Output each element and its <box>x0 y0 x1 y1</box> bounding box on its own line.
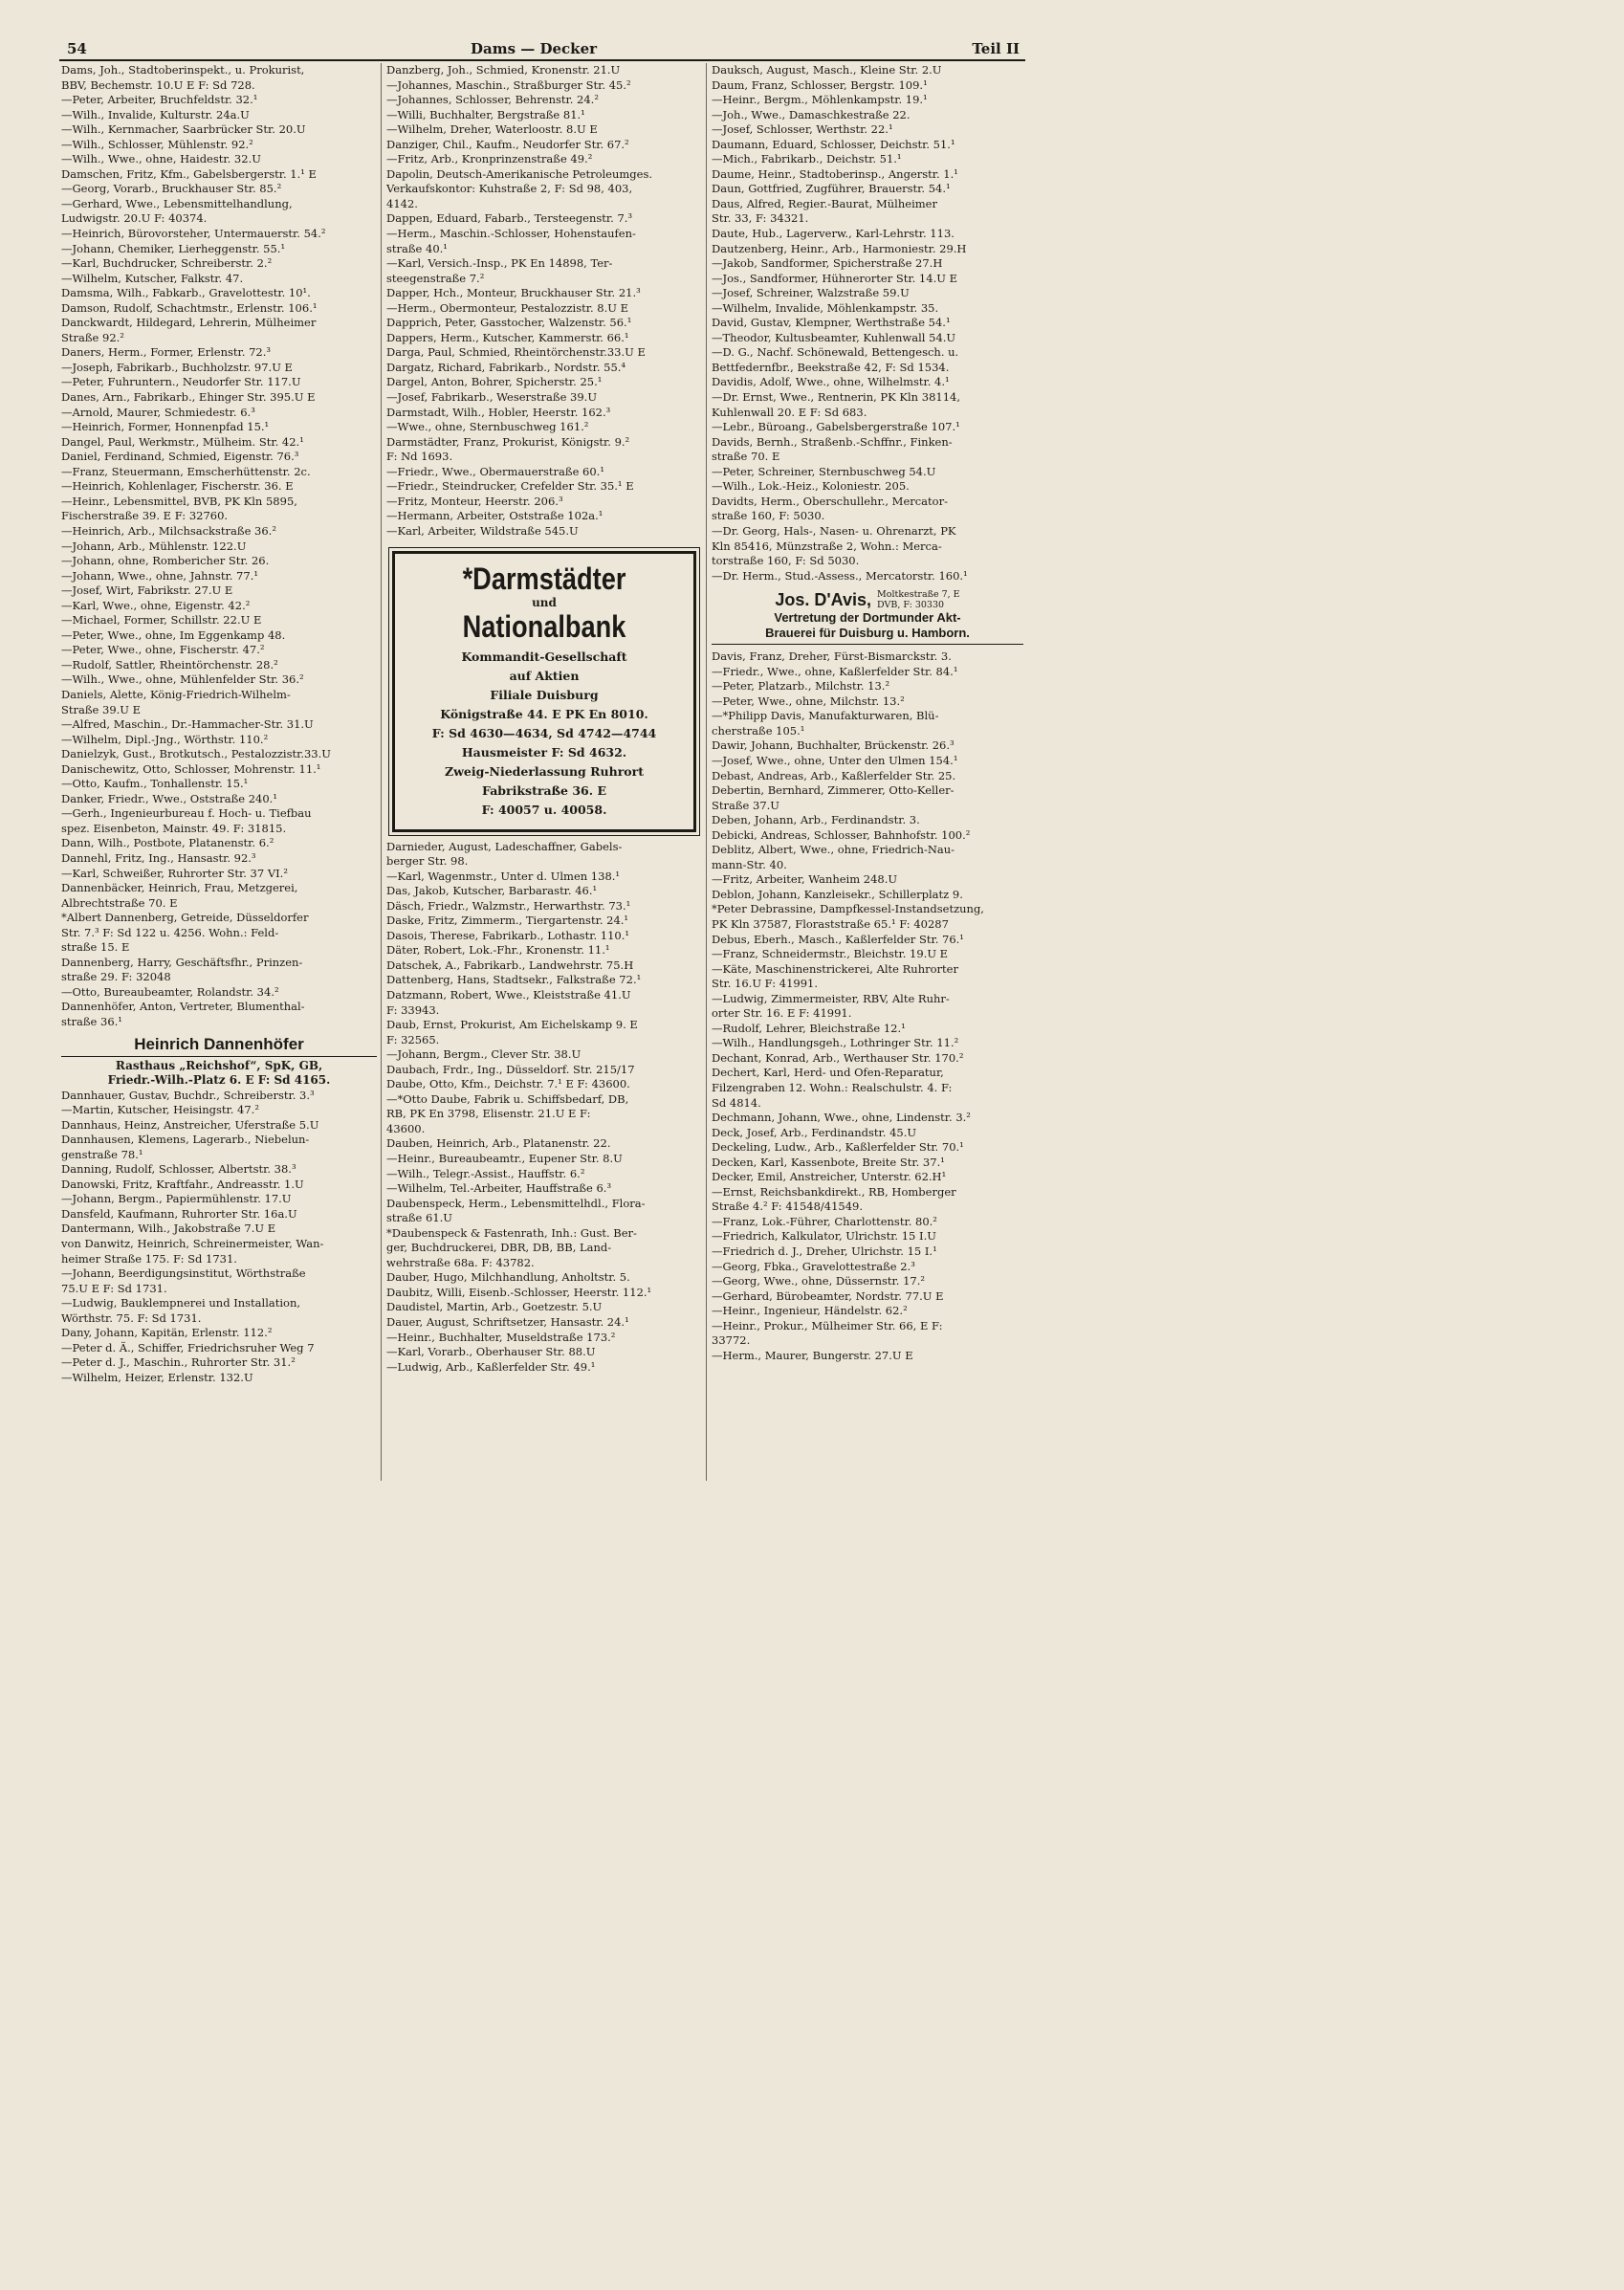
directory-entry: Dappen, Eduard, Fabarb., Tersteegenstr. 7.³ <box>386 211 633 226</box>
directory-entry: —Wilh., Handlungsgeh., Lothringer Str. 11.² <box>712 1036 959 1050</box>
directory-entry: —*Otto Daube, Fabrik u. Schiffsbedarf, DB, <box>386 1091 629 1106</box>
directory-entry: Dappers, Herm., Kutscher, Kammerstr. 66.¹ <box>386 330 629 344</box>
column-divider <box>706 63 707 1481</box>
directory-entry: Dauber, Hugo, Milchhandlung, Anholtstr. 5. <box>386 1270 630 1285</box>
ad-line: Rasthaus „Reichshof“, SpK, GB, <box>61 1056 377 1074</box>
directory-entry: —Mich., Fabrikarb., Deichstr. 51.¹ <box>712 152 902 166</box>
directory-entry: Dannhauer, Gustav, Buchdr., Schreiberstr. 3.³ <box>61 1088 315 1102</box>
directory-entry: spez. Eisenbeton, Mainstr. 49. F: 31815. <box>61 821 287 835</box>
directory-entry: straße 160, F: 5030. <box>712 509 825 523</box>
column-3 <box>712 63 1023 1481</box>
directory-page <box>59 36 1025 1481</box>
directory-entry: Dams, Joh., Stadtoberinspekt., u. Prokurist, <box>61 63 305 77</box>
directory-entry: —Josef, Schreiner, Walzstraße 59.U <box>712 286 910 300</box>
directory-entry: —Fritz, Arbeiter, Wanheim 248.U <box>712 872 898 887</box>
directory-entry: Däter, Robert, Lok.-Fhr., Kronenstr. 11.¹ <box>386 943 610 958</box>
directory-entry: —*Philipp Davis, Manufakturwaren, Blü- <box>712 709 939 723</box>
directory-entry: —Herm., Maurer, Bungerstr. 27.U E <box>712 1348 913 1362</box>
directory-entry: —Georg, Wwe., ohne, Düssernstr. 17.² <box>712 1274 925 1288</box>
directory-entry: orter Str. 16. E F: 41991. <box>712 1006 852 1021</box>
directory-entry: Dauben, Heinrich, Arb., Platanenstr. 22. <box>386 1136 611 1151</box>
directory-entry: —Rudolf, Sattler, Rheintörchenstr. 28.² <box>61 657 278 672</box>
directory-entry: —Willi, Buchhalter, Bergstraße 81.¹ <box>386 107 585 121</box>
directory-entry: Straße 4.² F: 41548/41549. <box>712 1200 864 1214</box>
directory-entry: berger Str. 98. <box>386 854 469 869</box>
directory-entry: Danning, Rudolf, Schlosser, Albertstr. 38.³ <box>61 1162 296 1177</box>
bank-line: F: Sd 4630—4634, Sd 4742—4744 <box>431 725 657 740</box>
directory-entry: —Wilhelm, Dreher, Waterloostr. 8.U E <box>386 122 598 137</box>
directory-entry: —Arnold, Maurer, Schmiedestr. 6.³ <box>61 405 255 419</box>
directory-entry: Dannehl, Fritz, Ing., Hansastr. 92.³ <box>61 850 256 865</box>
directory-entry: Dapolin, Deutsch-Amerikanische Petroleumges. <box>386 166 653 181</box>
directory-entry: Filzengraben 12. Wohn.: Realschulstr. 4. F: <box>712 1081 953 1094</box>
directory-entry: —Johann, Wwe., ohne, Jahnstr. 77.¹ <box>61 568 258 583</box>
directory-entry: —Johann, Beerdigungsinstitut, Wörthstraße <box>61 1266 306 1281</box>
directory-entry: Dauer, August, Schriftsetzer, Hansastr. 24.¹ <box>386 1315 629 1329</box>
directory-entry: Dechmann, Johann, Wwe., ohne, Lindenstr. 3.² <box>712 1111 971 1125</box>
directory-entry: Damsma, Wilh., Fabkarb., Gravelottestr. 10¹. <box>61 286 311 300</box>
directory-entry: straße 15. E <box>61 940 130 955</box>
directory-entry: Daun, Gottfried, Zugführer, Brauerstr. 54.¹ <box>712 182 951 196</box>
directory-entry: —Dr. Georg, Hals-, Nasen- u. Ohrenarzt, PK <box>712 523 956 538</box>
directory-entry: Danker, Friedr., Wwe., Oststraße 240.¹ <box>61 791 277 805</box>
directory-entry: —Wilh., Schlosser, Mühlenstr. 92.² <box>61 137 253 151</box>
directory-entry: F: 32565. <box>386 1032 440 1046</box>
directory-entry: Danischewitz, Otto, Schlosser, Mohrenstr. 11.¹ <box>61 761 321 776</box>
directory-entry: Dapper, Hch., Monteur, Bruckhauser Str. 21.³ <box>386 286 641 300</box>
directory-entry: *Peter Debrassine, Dampfkessel-Instandsetzung, <box>712 902 984 916</box>
directory-entry: steegenstraße 7.² <box>386 271 485 285</box>
directory-entry: —Franz, Lok.-Führer, Charlottenstr. 80.² <box>712 1214 937 1228</box>
directory-entry: —Dr. Herm., Stud.-Assess., Mercatorstr. 160.¹ <box>712 568 968 583</box>
directory-entry: Dannenbäcker, Heinrich, Frau, Metzgerei, <box>61 881 298 895</box>
directory-entry: —Heinr., Ingenieur, Händelstr. 62.² <box>712 1304 908 1318</box>
directory-entry: —Wilh., Lok.-Heiz., Koloniestr. 205. <box>712 479 910 494</box>
directory-entry: —Georg, Vorarb., Bruckhauser Str. 85.² <box>61 182 282 196</box>
directory-entry: —Heinrich, Arb., Milchsackstraße 36.² <box>61 523 276 538</box>
directory-entry: straße 40.¹ <box>386 241 448 255</box>
directory-entry: —Johann, Arb., Mühlenstr. 122.U <box>61 539 247 553</box>
directory-entry: —Friedr., Wwe., ohne, Kaßlerfelder Str. 84.¹ <box>712 664 958 678</box>
directory-entry: Dany, Johann, Kapitän, Erlenstr. 112.² <box>61 1326 273 1340</box>
directory-entry: —Otto, Bureaubeamter, Rolandstr. 34.² <box>61 984 279 999</box>
directory-entry: —Franz, Steuermann, Emscherhüttenstr. 2c. <box>61 464 311 478</box>
directory-entry: —Karl, Vorarb., Oberhauser Str. 88.U <box>386 1345 596 1359</box>
directory-entry: Dechert, Karl, Herd- und Ofen-Reparatur, <box>712 1066 944 1080</box>
directory-entry: Daners, Herm., Former, Erlenstr. 72.³ <box>61 345 271 360</box>
bank-advertisement <box>392 551 696 832</box>
directory-entry: —Jakob, Sandformer, Spicherstraße 27.H <box>712 256 943 271</box>
directory-entry: Bettfedernfbr., Beekstraße 42, F: Sd 1534. <box>712 360 950 374</box>
ad-heading <box>712 589 1023 610</box>
directory-entry: Daniel, Ferdinand, Schmied, Eigenstr. 76.³ <box>61 450 299 464</box>
directory-entry: —Josef, Schlosser, Werthstr. 22.¹ <box>712 122 893 137</box>
directory-entry: —Johann, Bergm., Papiermühlenstr. 17.U <box>61 1192 292 1206</box>
directory-entry: Damson, Rudolf, Schachtmstr., Erlenstr. 106.¹ <box>61 300 318 315</box>
directory-entry: Daube, Otto, Kfm., Deichstr. 7.¹ E F: 43600. <box>386 1077 630 1091</box>
bank-line: Hausmeister F: Sd 4632. <box>461 744 627 760</box>
page-number: 54 <box>67 40 87 57</box>
directory-entry: BBV, Bechemstr. 10.U E F: Sd 728. <box>61 77 255 92</box>
directory-entry: Wörthstr. 75. F: Sd 1731. <box>61 1310 202 1325</box>
directory-entry: —Dr. Ernst, Wwe., Rentnerin, PK Kln 38114, <box>712 390 960 405</box>
directory-entry: Daniels, Alette, König-Friedrich-Wilhelm- <box>61 687 291 701</box>
directory-entry: —Peter d. Ä., Schiffer, Friedrichsruher Weg 7 <box>61 1340 315 1354</box>
directory-entry: Danzberg, Joh., Schmied, Kronenstr. 21.U <box>386 63 621 77</box>
ad-line: Brauerei für Duisburg u. Hamborn. <box>712 626 1023 645</box>
directory-entry: Dannhausen, Klemens, Lagerarb., Niebelun- <box>61 1133 310 1147</box>
ad-name: Jos. D'Avis, <box>775 589 872 609</box>
directory-entry: Dannhaus, Heinz, Anstreicher, Uferstraße 5.U <box>61 1117 319 1132</box>
directory-entry: Decken, Karl, Kassenbote, Breite Str. 37.¹ <box>712 1155 945 1169</box>
directory-entry: Dapprich, Peter, Gasstocher, Walzenstr. 56.¹ <box>386 316 632 330</box>
dannenhoefer-ad <box>61 1034 377 1089</box>
directory-entry: Datschek, A., Fabrikarb., Landwehrstr. 75.H <box>386 958 634 972</box>
directory-entry: —Wilhelm, Kutscher, Falkstr. 47. <box>61 271 244 285</box>
directory-entry: —Wilhelm, Tel.-Arbeiter, Hauffstraße 6.³ <box>386 1181 612 1196</box>
directory-entry: —Peter, Wwe., ohne, Im Eggenkamp 48. <box>61 628 286 642</box>
davis-ad <box>712 589 1023 645</box>
ad-address-line: Moltkestraße 7, E <box>877 589 960 601</box>
directory-entry: —Friedr., Steindrucker, Crefelder Str. 35.¹ E <box>386 479 634 494</box>
column-divider <box>381 63 382 1481</box>
directory-entry: David, Gustav, Klempner, Werthstraße 54.¹ <box>712 316 951 330</box>
directory-entry: Daus, Alfred, Regier.-Baurat, Mülheimer <box>712 196 937 210</box>
directory-entry: Däsch, Friedr., Walzmstr., Herwarthstr. 73.¹ <box>386 898 631 913</box>
directory-entry: genstraße 78.¹ <box>61 1147 143 1161</box>
bank-line: Fabrikstraße 36. E <box>482 782 606 798</box>
directory-entry: Daubitz, Willi, Eisenb.-Schlosser, Heerstr. 112.¹ <box>386 1285 652 1299</box>
column-2 <box>386 63 702 1481</box>
bank-line: Königstraße 44. E PK En 8010. <box>440 706 648 721</box>
directory-entry: Dasois, Therese, Fabrikarb., Lothastr. 110.¹ <box>386 928 629 942</box>
directory-entry: —Peter, Wwe., ohne, Fischerstr. 47.² <box>61 643 265 657</box>
entries-block <box>712 650 1023 1363</box>
directory-entry: RB, PK En 3798, Elisenstr. 21.U E F: <box>386 1107 591 1121</box>
directory-entry: —Ernst, Reichsbankdirekt., RB, Homberger <box>712 1184 956 1199</box>
directory-entry: Daum, Franz, Schlosser, Bergstr. 109.¹ <box>712 77 928 92</box>
directory-entry: —Peter, Platzarb., Milchstr. 13.² <box>712 679 890 694</box>
directory-entry: —Franz, Schneidermstr., Bleichstr. 19.U E <box>712 947 949 961</box>
directory-entry: Debast, Andreas, Arb., Kaßlerfelder Str. 25. <box>712 768 956 782</box>
directory-entry: Straße 39.U E <box>61 702 142 716</box>
directory-entry: Deben, Johann, Arb., Ferdinandstr. 3. <box>712 813 920 827</box>
directory-entry: —Lebr., Büroang., Gabelsbergerstraße 107.¹ <box>712 420 960 434</box>
directory-entry: Davidts, Herm., Oberschullehr., Mercator- <box>712 494 948 508</box>
directory-entry: cherstraße 105.¹ <box>712 723 805 738</box>
directory-entry: Daumann, Eduard, Schlosser, Deichstr. 51.¹ <box>712 137 955 151</box>
directory-entry: —Josef, Wwe., ohne, Unter den Ulmen 154.¹ <box>712 753 958 767</box>
directory-entry: Fischerstraße 39. E F: 32760. <box>61 509 229 523</box>
directory-entry: —Theodor, Kultusbeamter, Kuhlenwall 54.U <box>712 330 956 344</box>
directory-entry: —Wilh., Wwe., ohne, Mühlenfelder Str. 36.² <box>61 672 304 687</box>
columns <box>59 63 1025 1481</box>
directory-entry: Danes, Arn., Fabrikarb., Ehinger Str. 395.U E <box>61 390 316 405</box>
directory-entry: —Rudolf, Lehrer, Bleichstraße 12.¹ <box>712 1021 906 1035</box>
directory-entry: —Heinr., Bergm., Möhlenkampstr. 19.¹ <box>712 93 928 107</box>
bank-line: Zweig-Niederlassung Ruhrort <box>445 763 644 779</box>
ad-address-line: DVB, F: 30330 <box>877 600 945 611</box>
directory-entry: 33772. <box>712 1333 751 1348</box>
directory-entry: —Peter, Schreiner, Sternbuschweg 54.U <box>712 464 936 478</box>
directory-entry: —Georg, Fbka., Gravelottestraße 2.³ <box>712 1259 915 1273</box>
directory-entry: —Käte, Maschinenstrickerei, Alte Ruhrorter <box>712 961 958 976</box>
directory-entry: Daudistel, Martin, Arb., Goetzestr. 5.U <box>386 1300 603 1314</box>
directory-entry: Debus, Eberh., Masch., Kaßlerfelder Str. 76.¹ <box>712 932 964 946</box>
directory-entry: Dautzenberg, Heinr., Arb., Harmoniestr. 29.H <box>712 241 967 255</box>
directory-entry: Debicki, Andreas, Schlosser, Bahnhofstr. 100.² <box>712 827 971 842</box>
directory-entry: Deck, Josef, Arb., Ferdinandstr. 45.U <box>712 1125 917 1139</box>
directory-entry: straße 70. E <box>712 450 780 464</box>
directory-entry: Deblitz, Albert, Wwe., ohne, Friedrich-Nau- <box>712 843 955 857</box>
directory-entry: Decker, Emil, Anstreicher, Unterstr. 62.H¹ <box>712 1170 947 1184</box>
directory-entry: —Wilhelm, Invalide, Möhlenkampstr. 35. <box>712 300 939 315</box>
directory-entry: Dechant, Konrad, Arb., Werthauser Str. 170.² <box>712 1050 964 1065</box>
directory-entry: —Friedrich, Kalkulator, Ulrichstr. 15 I.U <box>712 1229 936 1244</box>
directory-entry: Dangel, Paul, Werkmstr., Mülheim. Str. 42.¹ <box>61 434 304 449</box>
directory-entry: *Albert Dannenberg, Getreide, Düsseldorfer <box>61 911 309 925</box>
directory-entry: —Heinr., Prokur., Mülheimer Str. 66, E F: <box>712 1318 943 1332</box>
page-header <box>59 36 1025 61</box>
directory-entry: —Friedrich d. J., Dreher, Ulrichstr. 15 I.¹ <box>712 1244 937 1259</box>
directory-entry: —Heinrich, Bürovorsteher, Untermauerstr. 54.² <box>61 227 326 241</box>
directory-entry: Darmstadt, Wilh., Hobler, Heerstr. 162.³ <box>386 405 611 419</box>
directory-entry: wehrstraße 68a. F: 43782. <box>386 1255 535 1269</box>
directory-entry: straße 36.¹ <box>61 1015 122 1028</box>
directory-entry: 43600. <box>386 1121 426 1135</box>
directory-entry: Verkaufskontor: Kuhstraße 2, F: Sd 98, 403, <box>386 182 633 196</box>
directory-entry: Dantermann, Wilh., Jakobstraße 7.U E <box>61 1222 276 1236</box>
directory-entry: —Gerh., Ingenieurbureau f. Hoch- u. Tiefbau <box>61 806 312 821</box>
directory-entry: von Danwitz, Heinrich, Schreinermeister, Wan- <box>61 1237 324 1251</box>
directory-entry: Deblon, Johann, Kanzleisekr., Schillerplatz 9. <box>712 887 963 901</box>
directory-entry: Kuhlenwall 20. E F: Sd 683. <box>712 405 867 419</box>
directory-entry: Dattenberg, Hans, Stadtsekr., Falkstraße 72.¹ <box>386 973 642 987</box>
directory-entry: —Heinr., Buchhalter, Museldstraße 173.² <box>386 1330 616 1344</box>
directory-entry: —Ludwig, Bauklempnerei und Installation, <box>61 1296 301 1310</box>
directory-entry: —Gerhard, Wwe., Lebensmittelhandlung, <box>61 196 293 210</box>
entries-block <box>386 63 702 539</box>
directory-entry: Straße 37.U <box>712 798 779 812</box>
bank-conjunction: und <box>532 595 557 609</box>
directory-entry: —Peter, Arbeiter, Bruchfeldstr. 32.¹ <box>61 93 258 107</box>
directory-entry: Danielzyk, Gust., Brotkutsch., Pestalozzistr.33.U <box>61 747 331 761</box>
ad-line: Friedr.-Wilh.-Platz 6. E F: Sd 4165. <box>107 1073 331 1088</box>
directory-entry: Dannenberg, Harry, Geschäftsfhr., Prinzen- <box>61 955 303 969</box>
directory-entry: —Joseph, Fabrikarb., Buchholzstr. 97.U E <box>61 360 293 374</box>
directory-entry: mann-Str. 40. <box>712 857 787 871</box>
directory-entry: —Jos., Sandformer, Hühnerorter Str. 14.U E <box>712 271 957 285</box>
directory-entry: Dargel, Anton, Bohrer, Spicherstr. 25.¹ <box>386 375 603 389</box>
directory-entry: Davidis, Adolf, Wwe., ohne, Wilhelmstr. 4.¹ <box>712 375 950 389</box>
directory-entry: Darga, Paul, Schmied, Rheintörchenstr.33.U E <box>386 345 646 360</box>
directory-entry: Str. 16.U F: 41991. <box>712 977 819 991</box>
directory-entry: Danowski, Fritz, Kraftfahr., Andreasstr. 1.U <box>61 1177 304 1191</box>
directory-entry: —Herm., Maschin.-Schlosser, Hohenstaufen- <box>386 227 636 241</box>
bank-line: Kommandit-Gesellschaft <box>461 649 627 664</box>
directory-entry: Davids, Bernh., Straßenb.-Schffnr., Finken- <box>712 434 953 449</box>
ad-address <box>877 589 960 610</box>
directory-entry: Darnieder, August, Ladeschaffner, Gabels- <box>386 839 623 853</box>
directory-entry: —Herm., Obermonteur, Pestalozzistr. 8.U E <box>386 300 628 315</box>
directory-entry: Dannenhöfer, Anton, Vertreter, Blumenthal- <box>61 1000 305 1014</box>
directory-entry: Ludwigstr. 20.U F: 40374. <box>61 211 208 226</box>
directory-entry: Danckwardt, Hildegard, Lehrerin, Mülheimer <box>61 316 317 330</box>
directory-entry: —Joh., Wwe., Damaschkestraße 22. <box>712 107 911 121</box>
directory-entry: Dargatz, Richard, Fabrikarb., Nordstr. 55.⁴ <box>386 360 626 374</box>
directory-entry: —Wilhelm, Heizer, Erlenstr. 132.U <box>61 1370 253 1384</box>
ad-name: Heinrich Dannenhöfer <box>134 1034 304 1053</box>
directory-entry: —Martin, Kutscher, Heisingstr. 47.² <box>61 1103 259 1117</box>
directory-entry: —Johann, Chemiker, Lierheggenstr. 55.¹ <box>61 241 286 255</box>
directory-entry: heimer Straße 175. F: Sd 1731. <box>61 1251 237 1266</box>
directory-entry: Dansfeld, Kaufmann, Ruhrorter Str. 16a.U <box>61 1206 297 1221</box>
directory-entry: —Wwe., ohne, Sternbuschweg 161.² <box>386 420 589 434</box>
directory-entry: —Ludwig, Zimmermeister, RBV, Alte Ruhr- <box>712 991 950 1005</box>
directory-entry: —Heinrich, Former, Honnenpfad 15.¹ <box>61 420 270 434</box>
directory-entry: straße 29. F: 32048 <box>61 970 171 984</box>
entries-block <box>61 63 377 1030</box>
directory-entry: —Heinr., Bureaubeamtr., Eupener Str. 8.U <box>386 1151 623 1165</box>
ad-line: Vertretung der Dortmunder Akt- <box>774 610 961 626</box>
directory-entry: —Johann, Bergm., Clever Str. 38.U <box>386 1047 582 1062</box>
directory-entry: Str. 7.³ F: Sd 122 u. 4256. Wohn.: Feld- <box>61 925 279 939</box>
directory-entry: Str. 33, F: 34321. <box>712 211 809 226</box>
directory-entry: —Ludwig, Arb., Kaßlerfelder Str. 49.¹ <box>386 1359 596 1374</box>
directory-entry: 4142. <box>386 196 418 210</box>
directory-entry: Daubenspeck, Herm., Lebensmittelhdl., Flora- <box>386 1196 646 1210</box>
directory-entry: PK Kln 37587, Floraststraße 65.¹ F: 40287 <box>712 916 949 931</box>
directory-entry: —Johann, ohne, Rombericher Str. 26. <box>61 554 270 568</box>
directory-entry: F: Nd 1693. <box>386 450 453 464</box>
directory-entry: Dawir, Johann, Buchhalter, Brückenstr. 26.³ <box>712 738 955 753</box>
bank-title: Nationalbank <box>462 608 626 644</box>
directory-entry: Deckeling, Ludw., Arb., Kaßlerfelder Str. 70.¹ <box>712 1140 964 1155</box>
directory-entry: —Wilh., Invalide, Kulturstr. 24a.U <box>61 107 250 121</box>
directory-entry: —Heinr., Lebensmittel, BVB, PK Kln 5895, <box>61 494 297 508</box>
directory-entry: Damschen, Fritz, Kfm., Gabelsbergerstr. 1.¹ E <box>61 166 317 181</box>
directory-entry: Daume, Heinr., Stadtoberinsp., Angerstr. 1.¹ <box>712 166 958 181</box>
bank-line: auf Aktien <box>509 668 580 683</box>
directory-entry: —Peter d. J., Maschin., Ruhrorter Str. 31.² <box>61 1355 296 1370</box>
directory-entry: —Wilhelm, Dipl.-Jng., Wörthstr. 110.² <box>61 732 269 746</box>
directory-entry: —D. G., Nachf. Schönewald, Bettengesch. u. <box>712 345 959 360</box>
directory-entry: —Friedr., Wwe., Obermauerstraße 60.¹ <box>386 464 604 478</box>
directory-entry: 75.U E F: Sd 1731. <box>61 1281 167 1295</box>
directory-entry: —Josef, Wirt, Fabrikstr. 27.U E <box>61 584 233 598</box>
directory-entry: —Karl, Versich.-Insp., PK En 14898, Ter- <box>386 256 613 271</box>
column-1 <box>61 63 377 1481</box>
entries-block <box>61 1089 377 1386</box>
directory-entry: Daske, Fritz, Zimmerm., Tiergartenstr. 24.¹ <box>386 914 629 928</box>
directory-entry: —Johannes, Schlosser, Behrenstr. 24.² <box>386 93 599 107</box>
directory-entry: —Alfred, Maschin., Dr.-Hammacher-Str. 31.U <box>61 717 314 732</box>
part-label: Teil II <box>972 40 1020 57</box>
directory-entry: —Karl, Buchdrucker, Schreiberstr. 2.² <box>61 256 273 271</box>
running-title: Dams — Decker <box>471 40 598 57</box>
bank-line: Filiale Duisburg <box>490 687 599 702</box>
directory-entry: Daute, Hub., Lagerverw., Karl-Lehrstr. 113. <box>712 227 955 241</box>
directory-entry: Darmstädter, Franz, Prokurist, Königstr. 9.² <box>386 434 630 449</box>
directory-entry: F: 33943. <box>386 1002 440 1017</box>
directory-entry: —Gerhard, Bürobeamter, Nordstr. 77.U E <box>712 1288 944 1303</box>
directory-entry: —Otto, Kaufm., Tonhallenstr. 15.¹ <box>61 777 249 791</box>
directory-entry: —Wilh., Wwe., ohne, Haidestr. 32.U <box>61 152 261 166</box>
directory-entry: —Michael, Former, Schillstr. 22.U E <box>61 613 262 628</box>
bank-title: *Darmstädter <box>462 561 626 596</box>
directory-entry: —Wilh., Kernmacher, Saarbrücker Str. 20.U <box>61 122 306 137</box>
directory-entry: Kln 85416, Münzstraße 2, Wohn.: Merca- <box>712 539 942 553</box>
directory-entry: —Peter, Wwe., ohne, Milchstr. 13.² <box>712 694 905 708</box>
directory-entry: Dann, Wilh., Postbote, Platanenstr. 6.² <box>61 836 274 850</box>
directory-entry: —Karl, Arbeiter, Wildstraße 545.U <box>386 523 579 538</box>
directory-entry: *Daubenspeck & Fastenrath, Inh.: Gust. Ber- <box>386 1225 637 1240</box>
directory-entry: ger, Buchdruckerei, DBR, DB, BB, Land- <box>386 1241 612 1255</box>
directory-entry: —Karl, Wagenmstr., Unter d. Ulmen 138.¹ <box>386 869 621 883</box>
directory-entry: Albrechtstraße 70. E <box>61 895 178 910</box>
directory-entry: —Johannes, Maschin., Straßburger Str. 45.² <box>386 77 631 92</box>
entries-block <box>386 840 702 1376</box>
entries-block <box>712 63 1023 584</box>
directory-entry: Sd 4814. <box>712 1095 761 1110</box>
directory-entry: Debertin, Bernhard, Zimmerer, Otto-Keller- <box>712 783 955 798</box>
directory-entry: straße 61.U <box>386 1211 452 1225</box>
directory-entry: —Josef, Fabrikarb., Weserstraße 39.U <box>386 390 598 405</box>
directory-entry: Davis, Franz, Dreher, Fürst-Bismarckstr. 3. <box>712 650 952 664</box>
directory-entry: —Karl, Schweißer, Ruhrorter Str. 37 VI.² <box>61 866 288 880</box>
directory-entry: —Wilh., Telegr.-Assist., Hauffstr. 6.² <box>386 1166 585 1180</box>
directory-entry: Straße 92.² <box>61 330 124 344</box>
directory-entry: torstraße 160, F: Sd 5030. <box>712 554 860 568</box>
directory-entry: Dauksch, August, Masch., Kleine Str. 2.U <box>712 63 942 77</box>
bank-line: F: 40057 u. 40058. <box>481 802 607 817</box>
directory-entry: Daubach, Frdr., Ing., Düsseldorf. Str. 215/17 <box>386 1062 635 1076</box>
directory-entry: Daub, Ernst, Prokurist, Am Eichelskamp 9. E <box>386 1018 638 1032</box>
directory-entry: Danziger, Chil., Kaufm., Neudorfer Str. 67.² <box>386 137 629 151</box>
directory-entry: —Peter, Fuhruntern., Neudorfer Str. 117.U <box>61 375 301 389</box>
directory-entry: Das, Jakob, Kutscher, Barbarastr. 46.¹ <box>386 884 598 898</box>
directory-entry: Datzmann, Robert, Wwe., Kleiststraße 41.U <box>386 987 631 1002</box>
directory-entry: —Hermann, Arbeiter, Oststraße 102a.¹ <box>386 509 604 523</box>
directory-entry: —Karl, Wwe., ohne, Eigenstr. 42.² <box>61 598 251 612</box>
directory-entry: —Fritz, Monteur, Heerstr. 206.³ <box>386 494 563 508</box>
directory-entry: —Heinrich, Kohlenlager, Fischerstr. 36. E <box>61 479 294 494</box>
directory-entry: —Fritz, Arb., Kronprinzenstraße 49.² <box>386 152 593 166</box>
